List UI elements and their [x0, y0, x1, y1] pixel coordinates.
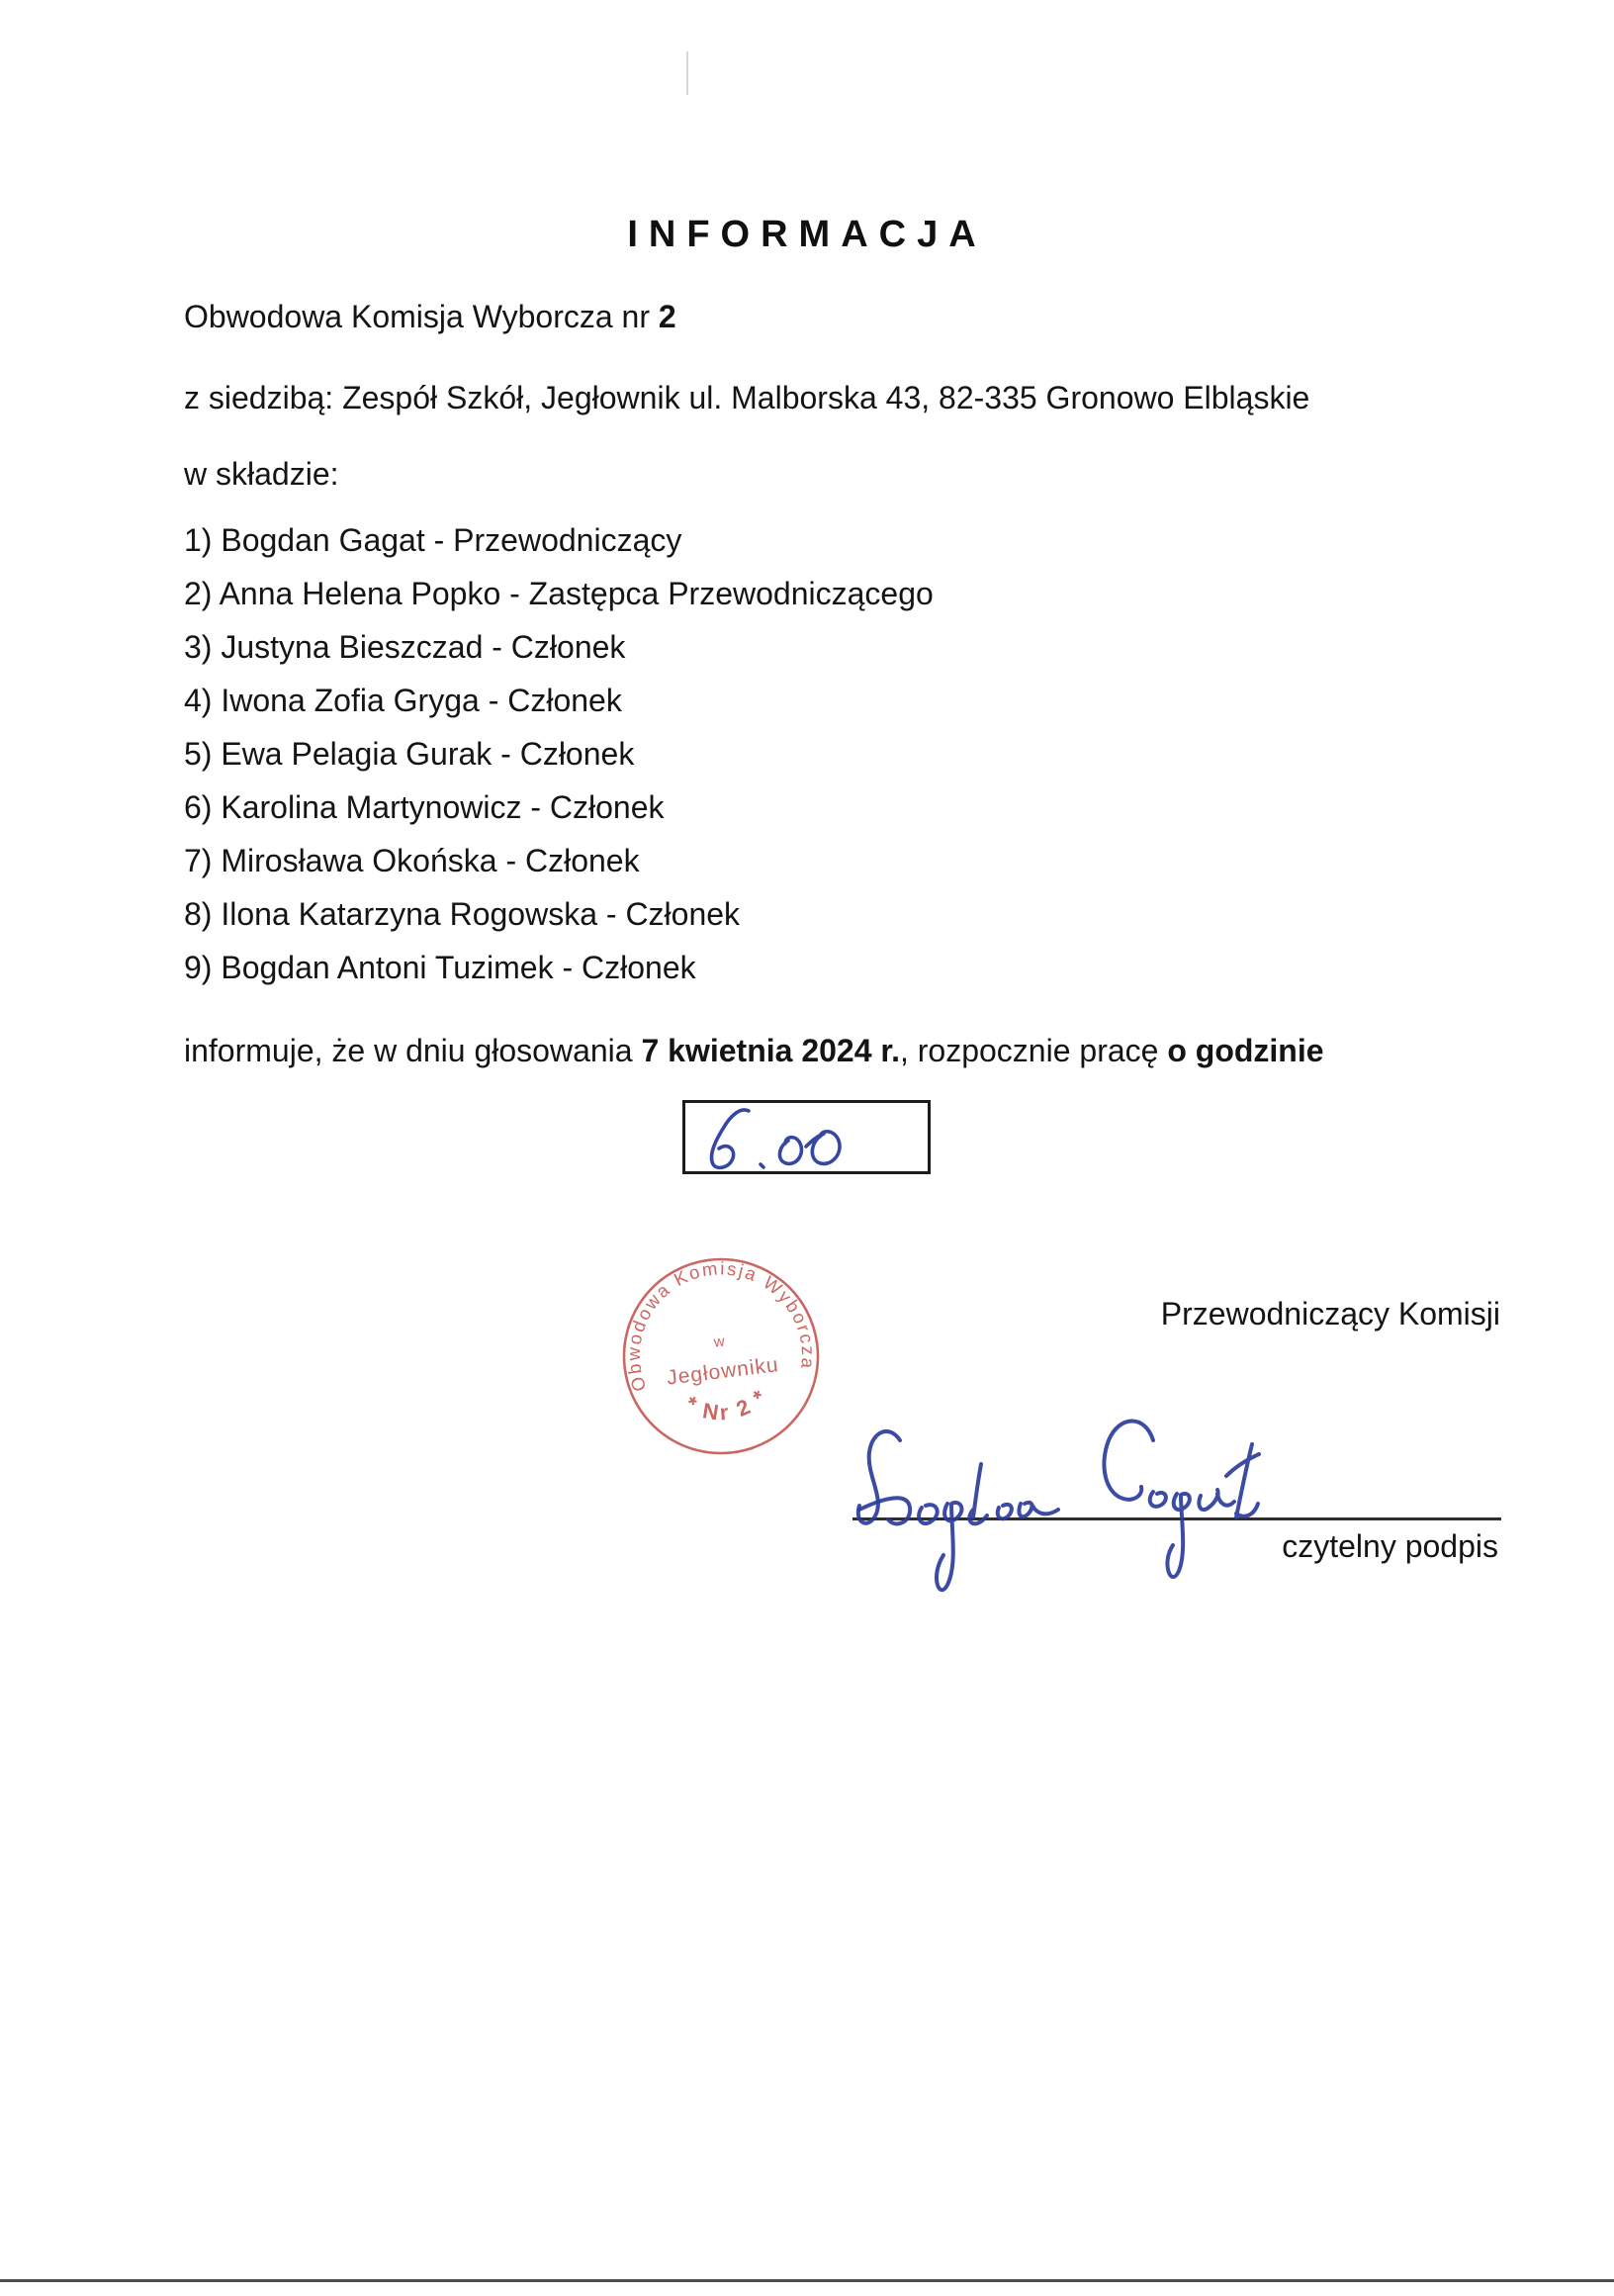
member-list — [184, 513, 934, 994]
member-list-item: 9) Bogdan Antoni Tuzimek - Członek — [184, 950, 696, 985]
voting-date: 7 kwietnia 2024 r. — [641, 1033, 900, 1068]
member-list-item: 1) Bogdan Gagat - Przewodniczący — [184, 522, 682, 558]
commission-number: 2 — [658, 299, 676, 334]
handwritten-signature — [851, 1407, 1319, 1609]
member-list-item: 7) Mirosława Okońska - Członek — [184, 843, 640, 878]
info-line-tail: o godzinie — [1167, 1033, 1324, 1068]
stamp-center-line2: Jegłowniku — [665, 1353, 780, 1390]
scan-artifact — [686, 51, 688, 95]
address-line: z siedzibą: Zespół Szkół, Jegłownik ul. Malborska 43, 82-335 Gronowo Elbląskie — [184, 380, 1310, 415]
stamp-center-line1: w — [712, 1332, 726, 1351]
page-bottom-rule — [0, 2279, 1614, 2282]
handwritten-time-value — [685, 1103, 928, 1171]
svg-text:* Nr 2 * — [678, 1381, 775, 1429]
member-list-item: 3) Justyna Bieszczad - Członek — [184, 629, 626, 665]
page-title: INFORMACJA — [627, 214, 987, 255]
commission-line-prefix: Obwodowa Komisja Wyborcza nr — [184, 299, 659, 334]
member-list-item: 8) Ilona Katarzyna Rogowska - Członek — [184, 896, 741, 932]
stamp-bottom-text: * Nr 2 * — [680, 1383, 773, 1425]
round-stamp — [617, 1252, 825, 1460]
stamp-ring-text: Obwodowa Komisja Wyborcza — [622, 1257, 820, 1395]
info-line-part2: , rozpocznie pracę — [899, 1033, 1168, 1068]
commission-line — [184, 299, 676, 335]
chairman-role-label: Przewodniczący Komisji — [1160, 1296, 1500, 1332]
member-list-item: 6) Karolina Martynowicz - Członek — [184, 789, 665, 825]
signature-caption: czytelny podpis — [1282, 1528, 1498, 1564]
member-list-item: 4) Iwona Zofia Gryga - Członek — [184, 683, 622, 718]
member-list-item: 5) Ewa Pelagia Gurak - Członek — [184, 736, 635, 772]
composition-label: w składzie: — [184, 456, 339, 492]
handwritten-time-box — [682, 1100, 931, 1174]
info-line — [184, 1033, 1324, 1069]
info-line-part1: informuje, że w dniu głosowania — [184, 1033, 642, 1068]
member-list-item: 2) Anna Helena Popko - Zastępca Przewodniczącego — [184, 576, 934, 611]
